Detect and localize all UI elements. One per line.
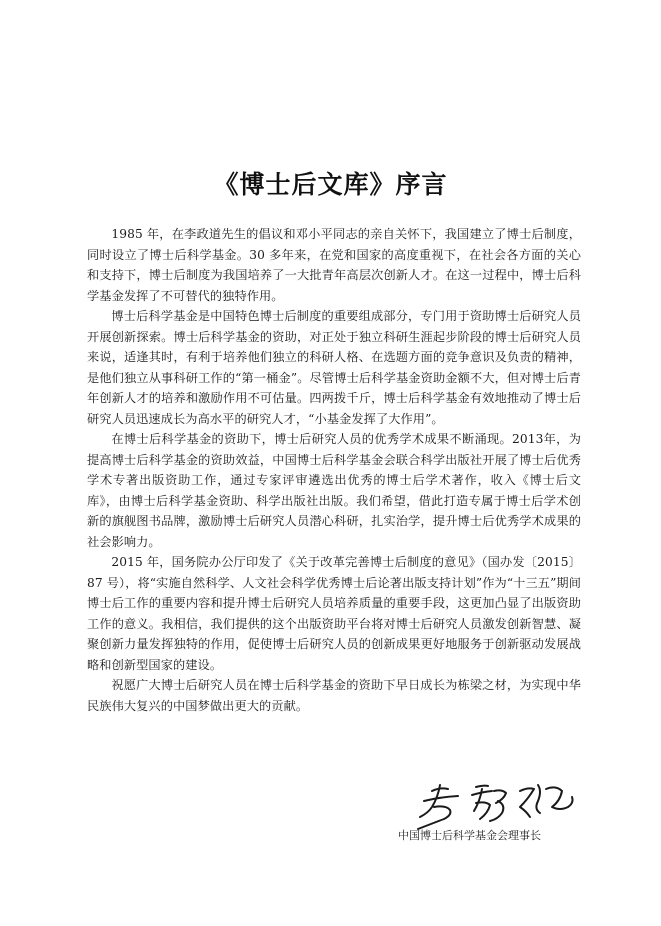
paragraph-2: 博士后科学基金是中国特色博士后制度的重要组成部分，专门用于资助博士后研究人员开展创新探索。博士后科学基金的资助，对正处于独立科研生涯起步阶段的博士后研究人员来说，适逢其时，有利于培养他们独立的科研人格、在选题方面的竞争意识及负责的精神，是他们独立从事科研工作的“第一桶金”。尽管博士后科学基金资助金额不大，但对博士后青年创新人才的培养和激励作用不可估量。四两拨千斤，博士后科学基金有效地推动了博士后研究人员迅速成长为高水平的研究人才，“小基金发挥了大作用”。 [87,309,581,426]
handwritten-signature-icon [410,777,585,832]
paragraph-1: 1985 年，在李政道先生的倡议和邓小平同志的亲自关怀下，我国建立了博士后制度，同时设立了博士后科学基金。30 多年来，在党和国家的高度重视下，在社会各方面的关心和支持下，博士后制度为我国培养了一大批青年高层次创新人才。在这一过程中，博士后科学基金发挥了不可替代的独特作用。 [87,227,581,303]
signer-title: 中国博士后科学基金会理事长 [398,829,541,842]
paragraph-5: 祝愿广大博士后研究人员在博士后科学基金的资助下早日成长为栋梁之材，为实现中华民族伟大复兴的中国梦做出更大的贡献。 [87,678,581,713]
paragraph-4: 2015 年，国务院办公厅印发了《关于改革完善博士后制度的意见》（国办发〔2015〕87 号），将“实施自然科学、人文社会科学优秀博士后论著出版支持计划”作为“十三五”期间博士后工作的重要内容和提升博士后研究人员培养质量的重要手段，这更加凸显了出版资助工作的意义。我相信，我们提供的这个出版资助平台将对博士后研究人员激发创新智慧、凝聚创新力量发挥独特的作用，促使博士后研究人员的创新成果更好地服务于创新驱动发展战略和创新型国家的建设。 [87,555,581,672]
preface-body [87,224,581,716]
paragraph-3: 在博士后科学基金的资助下，博士后研究人员的优秀学术成果不断涌现。2013年，为提高博士后科学基金的资助效益，中国博士后科学基金会联合科学出版社开展了博士后优秀学术专著出版资助工作，通过专家评审遴选出优秀的博士后学术著作，收入《博士后文库》，由博士后科学基金资助、科学出版社出版。我们希望，借此打造专属于博士后学术创新的旗舰图书品牌，激励博士后研究人员潜心科研，扎实治学，提升博士后优秀学术成果的社会影响力。 [87,432,581,549]
page-title: 《博士后文库》序言 [213,170,448,199]
